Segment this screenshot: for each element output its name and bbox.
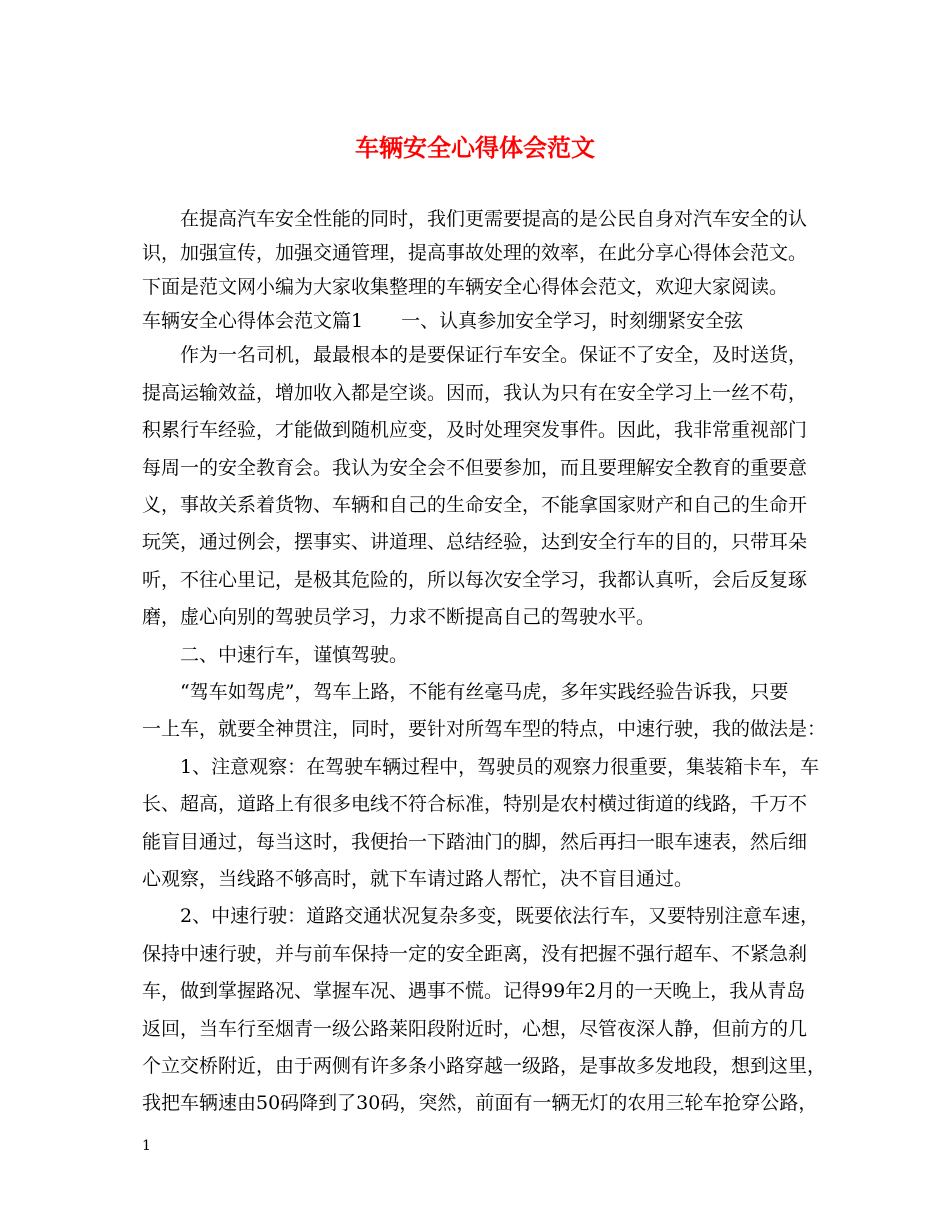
paragraph-line: 识，加强宣传，加强交通管理，提高事故处理的效率，在此分享心得体会范文。: [142, 242, 808, 264]
paragraph-line: 每周一的安全教育会。我认为安全会不但要参加，而且要理解安全教育的重要意: [142, 457, 808, 479]
paragraph-line: 长、超高，道路上有很多电线不符合标准，特别是农村横过街道的线路，千万不: [142, 793, 808, 815]
section-heading-line: [142, 306, 743, 336]
paragraph-line: 能盲目通过，每当这时，我便抬一下踏油门的脚，然后再扫一眼车速表，然后细: [142, 831, 808, 853]
paragraph-line: 车，做到掌握路况、掌握车况、遇事不慌。记得99年2月的一天晚上，我从青岛: [142, 980, 806, 1002]
paragraph-line: 我把车辆速由50码降到了30码，突然，前面有一辆无灯的农用三轮车抢穿公路，: [142, 1092, 818, 1114]
paragraph-line: 保持中速行驶，并与前车保持一定的安全距离，没有把握不强行超车、不紧急刹: [142, 943, 808, 965]
paragraph-line: 一上车，就要全神贯注，同时，要针对所驾车型的特点，中速行驶，我的做法是：: [142, 718, 827, 740]
paragraph-line: 作为一名司机，最最根本的是要保证行车安全。保证不了安全，及时送货，: [180, 344, 808, 366]
paragraph-line: 义，事故关系着货物、车辆和自己的生命安全，不能拿国家财产和自己的生命开: [142, 494, 808, 516]
paragraph-line: 下面是范文网小编为大家收集整理的车辆安全心得体会范文，欢迎大家阅读。: [142, 276, 789, 298]
paragraph-line: 返回，当车行至烟青一级公路莱阳段附近时，心想，尽管夜深人静，但前方的几: [142, 1018, 808, 1040]
document-title: 车辆安全心得体会范文: [355, 133, 595, 162]
article-heading: 车辆安全心得体会范文篇1: [142, 310, 364, 332]
paragraph-line: 提高运输效益，增加收入都是空谈。因而，我认为只有在安全学习上一丝不苟，: [142, 382, 808, 404]
paragraph-line: “驾车如驾虎”，驾车上路，不能有丝毫马虎，多年实践经验告诉我，只要: [180, 681, 789, 703]
paragraph-line: 磨，虚心向别的驾驶员学习，力求不断提高自己的驾驶水平。: [142, 606, 656, 628]
paragraph-line: 听，不往心里记，是极其危险的，所以每次安全学习，我都认真听，会后反复琢: [142, 569, 808, 591]
paragraph-line: 心观察，当线路不够高时，就下车请过路人帮忙，决不盲目通过。: [142, 868, 694, 890]
section-heading: 一、认真参加安全学习，时刻绷紧安全弦: [401, 310, 744, 332]
paragraph-line: 玩笑，通过例会，摆事实、讲道理、总结经验，达到安全行车的目的，只带耳朵: [142, 531, 808, 553]
paragraph-line: 在提高汽车安全性能的同时，我们更需要提高的是公民自身对汽车安全的认: [180, 208, 808, 230]
paragraph-line: 1、注意观察：在驾驶车辆过程中，驾驶员的观察力很重要，集装箱卡车，车: [180, 756, 820, 778]
page-number: 1: [142, 1138, 151, 1154]
section-heading: 二、中速行车，谨慎驾驶。: [180, 644, 409, 666]
paragraph-line: 积累行车经验，才能做到随机应变，及时处理突发事件。因此，我非常重视部门: [142, 419, 808, 441]
paragraph-line: 个立交桥附近，由于两侧有许多条小路穿越一级路，是事故多发地段，想到这里，: [142, 1055, 827, 1077]
paragraph-line: 2、中速行驶：道路交通状况复杂多变，既要依法行车，又要特别注意车速，: [180, 905, 820, 927]
